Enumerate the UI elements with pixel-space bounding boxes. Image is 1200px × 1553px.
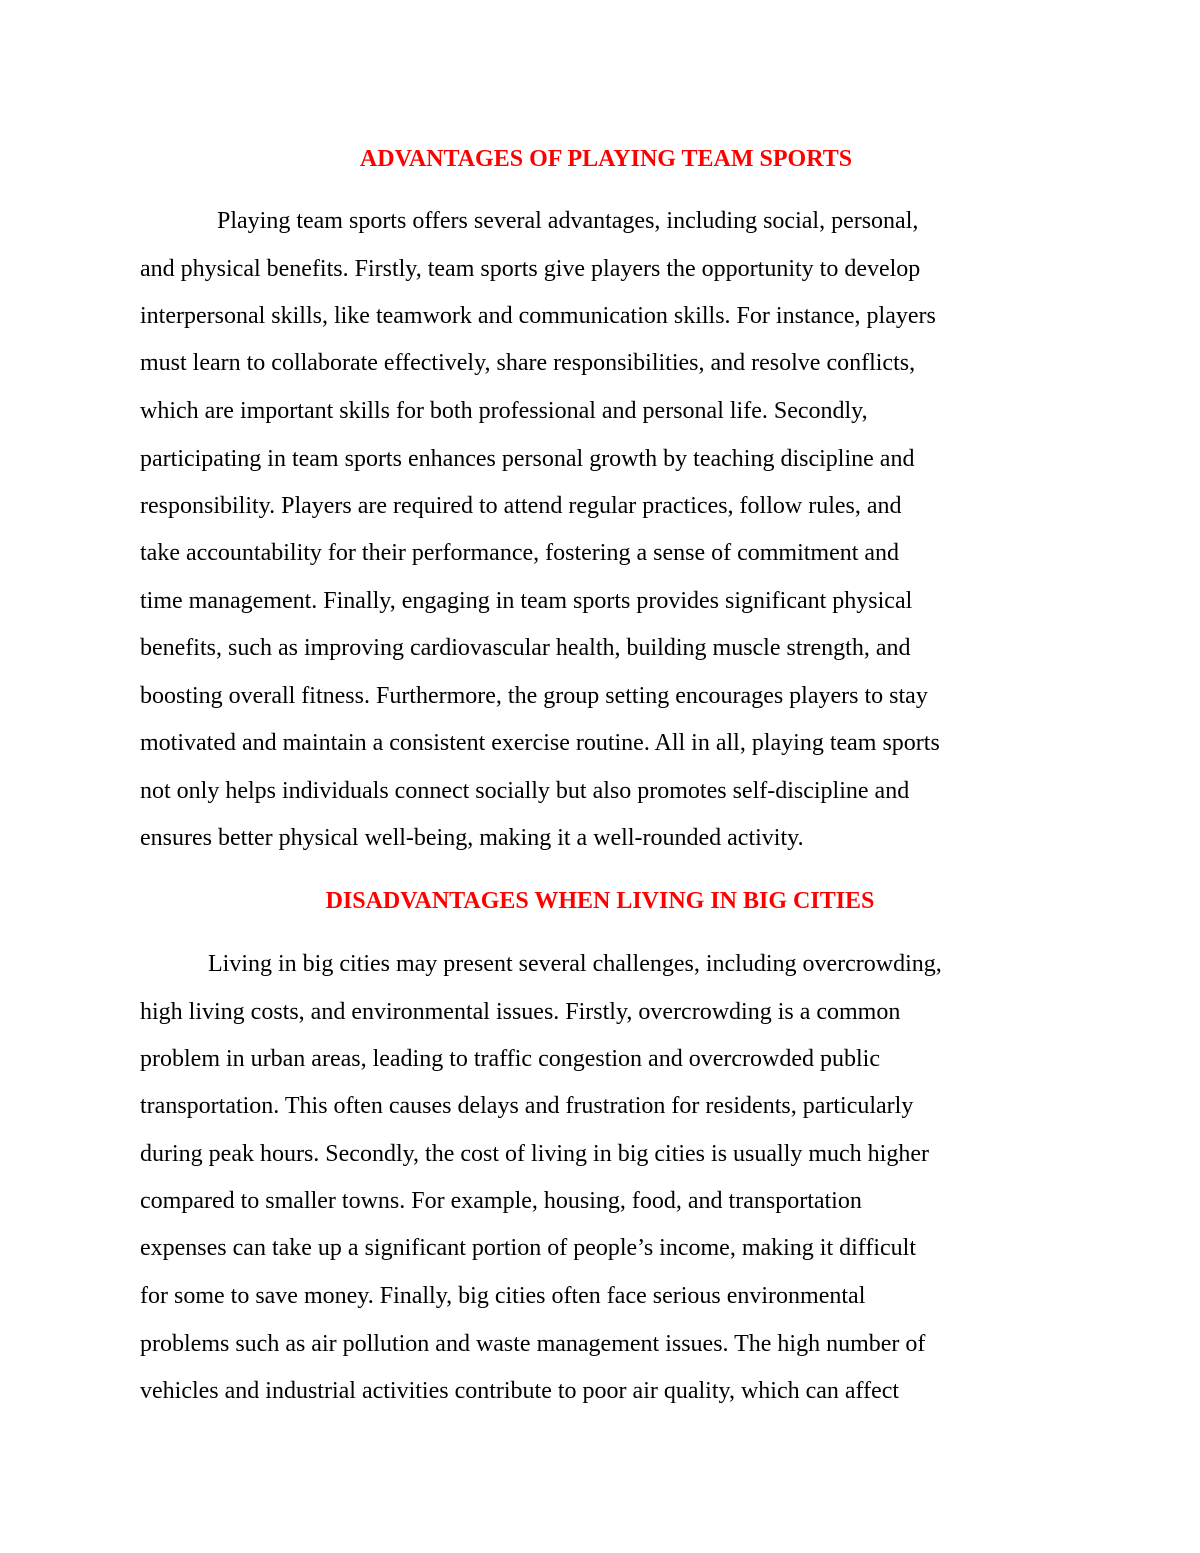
- section-2-heading: DISADVANTAGES WHEN LIVING IN BIG CITIES: [325, 888, 875, 914]
- section-1-paragraph-line: time management. Finally, engaging in team sports provides significant physical: [140, 588, 913, 614]
- section-1-paragraph-line: and physical benefits. Firstly, team sports give players the opportunity to develop: [140, 256, 921, 282]
- section-2-paragraph-line: expenses can take up a significant portion of people’s income, making it difficult: [140, 1235, 917, 1261]
- section-2-paragraph-line: high living costs, and environmental issues. Firstly, overcrowding is a common: [140, 999, 901, 1025]
- section-2-paragraph-line: transportation. This often causes delays and frustration for residents, particularly: [140, 1093, 914, 1119]
- section-2-paragraph-line: vehicles and industrial activities contribute to poor air quality, which can affect: [140, 1378, 900, 1404]
- section-1-paragraph-line: ensures better physical well-being, making it a well-rounded activity.: [140, 825, 804, 851]
- section-1-paragraph-line: take accountability for their performance, fostering a sense of commitment and: [140, 540, 900, 566]
- section-1-paragraph-line: boosting overall fitness. Furthermore, the group setting encourages players to stay: [140, 683, 928, 709]
- section-1-heading: ADVANTAGES OF PLAYING TEAM SPORTS: [359, 146, 853, 172]
- section-1-paragraph-line: not only helps individuals connect socially but also promotes self-discipline and: [140, 778, 910, 804]
- section-1-paragraph-line: must learn to collaborate effectively, share responsibilities, and resolve conflicts,: [140, 350, 916, 376]
- section-2-paragraph-line: during peak hours. Secondly, the cost of living in big cities is usually much higher: [140, 1141, 929, 1167]
- section-2-paragraph-line: compared to smaller towns. For example, housing, food, and transportation: [140, 1188, 862, 1214]
- section-2-paragraph-line: problem in urban areas, leading to traffic congestion and overcrowded public: [140, 1046, 880, 1072]
- section-2-paragraph-line: for some to save money. Finally, big cities often face serious environmental: [140, 1283, 866, 1309]
- section-1-paragraph-line: benefits, such as improving cardiovascular health, building muscle strength, and: [140, 635, 911, 661]
- section-1-paragraph-line: responsibility. Players are required to attend regular practices, follow rules, and: [140, 493, 902, 519]
- section-2-paragraph-line: problems such as air pollution and waste management issues. The high number of: [140, 1331, 926, 1357]
- section-1-paragraph-line: interpersonal skills, like teamwork and communication skills. For instance, players: [140, 303, 936, 329]
- section-1-paragraph-line: which are important skills for both professional and personal life. Secondly,: [140, 398, 868, 424]
- section-1-paragraph-line: Playing team sports offers several advantages, including social, personal,: [217, 208, 919, 234]
- section-2-paragraph-line: Living in big cities may present several challenges, including overcrowding,: [208, 951, 942, 977]
- section-1-paragraph-line: participating in team sports enhances personal growth by teaching discipline and: [140, 446, 915, 472]
- section-1-paragraph-line: motivated and maintain a consistent exercise routine. All in all, playing team sports: [140, 730, 940, 756]
